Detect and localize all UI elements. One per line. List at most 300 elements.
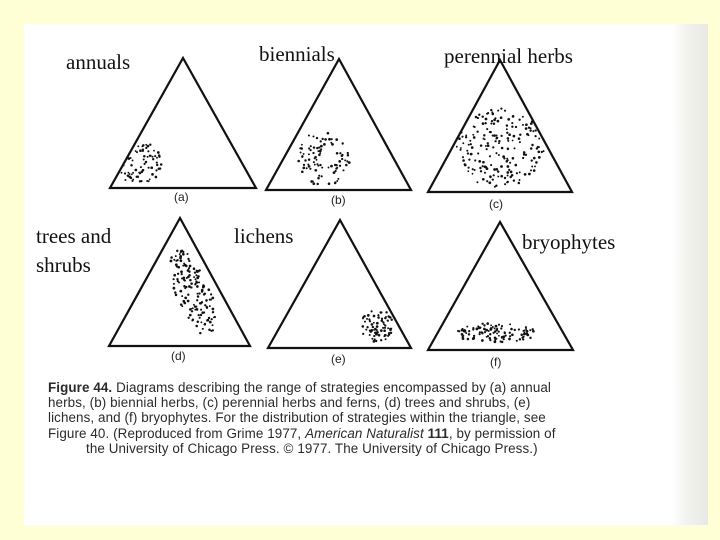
caption-line-4a: Figure 40. (Reproduced from Grime 1977, xyxy=(48,425,306,441)
dot-c xyxy=(468,158,470,160)
dot-f xyxy=(503,338,505,340)
dot-c xyxy=(507,181,509,183)
dot-e xyxy=(362,317,364,319)
dot-e xyxy=(385,316,387,318)
dot-d xyxy=(189,314,192,317)
dot-d xyxy=(173,259,175,261)
dot-a xyxy=(156,157,158,159)
dot-c xyxy=(493,174,495,176)
dot-a xyxy=(152,158,154,160)
dot-c xyxy=(518,182,521,185)
dot-d xyxy=(203,311,205,313)
dot-f xyxy=(521,337,523,339)
dot-e xyxy=(382,327,384,329)
dot-c xyxy=(498,142,500,144)
dot-d xyxy=(211,297,214,300)
dot-e xyxy=(383,323,385,325)
dot-c xyxy=(519,134,521,136)
dot-c xyxy=(525,127,528,130)
dot-b xyxy=(320,140,322,142)
dot-f xyxy=(529,337,531,339)
dot-c xyxy=(524,173,527,176)
dot-d xyxy=(183,279,185,281)
dot-f xyxy=(511,333,514,336)
dot-c xyxy=(516,172,518,174)
dot-d xyxy=(187,294,189,296)
dot-b xyxy=(339,165,341,167)
dot-e xyxy=(373,322,375,324)
dot-d xyxy=(175,294,178,297)
dot-d xyxy=(201,289,204,292)
dot-f xyxy=(466,326,468,328)
dot-e xyxy=(387,335,389,337)
dot-f xyxy=(510,328,513,331)
dot-a xyxy=(135,169,137,171)
dot-a xyxy=(124,172,126,174)
dot-a xyxy=(127,172,129,174)
dot-c xyxy=(467,170,469,172)
dot-f xyxy=(509,332,511,334)
dot-f xyxy=(485,329,487,331)
dot-d xyxy=(200,321,202,323)
dot-b xyxy=(308,158,311,161)
dot-c xyxy=(476,131,478,133)
dot-c xyxy=(507,175,509,177)
dot-e xyxy=(382,321,384,323)
dot-d xyxy=(180,259,183,262)
dot-e xyxy=(369,330,372,333)
dot-d xyxy=(198,281,200,283)
dot-a xyxy=(132,172,134,174)
dot-d xyxy=(207,288,210,291)
dot-b xyxy=(322,138,324,140)
dot-c xyxy=(511,122,513,124)
dot-d xyxy=(188,271,190,273)
dot-b xyxy=(300,152,302,154)
dot-b xyxy=(341,158,343,160)
dot-f xyxy=(500,327,502,329)
dot-f xyxy=(509,323,511,325)
dot-c xyxy=(538,156,541,159)
dot-b xyxy=(308,153,310,155)
caption-line-3: lichens, and (f) bryophytes. For the distribution of strategies within the triangle, see xyxy=(48,410,546,426)
caption-volume: 111 xyxy=(427,425,449,441)
dot-e xyxy=(378,334,381,337)
dot-f xyxy=(520,334,523,337)
dot-d xyxy=(206,306,208,308)
dot-e xyxy=(361,325,364,328)
dot-c xyxy=(489,131,491,133)
dot-d xyxy=(181,277,183,279)
dot-c xyxy=(462,142,464,144)
dot-b xyxy=(312,152,314,154)
dot-c xyxy=(482,116,484,118)
dot-d xyxy=(210,293,212,295)
dot-f xyxy=(532,328,534,330)
dot-a xyxy=(145,147,147,149)
dot-c xyxy=(474,159,476,161)
dot-c xyxy=(500,135,502,137)
dot-f xyxy=(489,328,492,331)
dot-f xyxy=(526,330,529,333)
dot-f xyxy=(472,328,474,330)
dot-c xyxy=(486,180,488,182)
dot-d xyxy=(202,328,204,330)
dot-d xyxy=(199,332,201,334)
caption-journal: American Naturalist xyxy=(305,425,424,441)
dot-c xyxy=(459,149,461,151)
dot-f xyxy=(467,338,470,341)
dot-c xyxy=(511,126,513,128)
label-biennials: biennials xyxy=(259,42,335,66)
dot-d xyxy=(197,275,200,278)
dot-b xyxy=(335,138,338,141)
dot-f xyxy=(461,329,463,331)
dot-e xyxy=(390,319,392,321)
dot-c xyxy=(470,143,472,145)
dot-d xyxy=(184,287,186,289)
dot-d xyxy=(170,256,173,259)
dot-e xyxy=(387,315,389,317)
dot-b xyxy=(317,165,319,167)
dot-e xyxy=(390,332,392,334)
dot-a xyxy=(157,151,160,154)
dot-e xyxy=(383,329,386,332)
dot-b xyxy=(306,167,308,169)
dot-b xyxy=(342,142,344,144)
dot-c xyxy=(486,128,488,130)
dot-b xyxy=(328,167,330,169)
dot-c xyxy=(528,134,530,136)
dot-b xyxy=(314,169,317,172)
dot-c xyxy=(487,112,489,114)
dot-c xyxy=(506,128,508,130)
dot-b xyxy=(313,146,315,148)
dot-c xyxy=(522,157,524,159)
dot-c xyxy=(503,157,505,159)
dot-c xyxy=(485,118,488,121)
dot-c xyxy=(498,140,500,142)
dot-d xyxy=(188,317,190,319)
dot-d xyxy=(197,293,199,295)
dot-d xyxy=(175,263,178,266)
dot-b xyxy=(328,138,331,141)
dot-d xyxy=(173,278,175,280)
dot-b xyxy=(301,144,303,146)
dot-c xyxy=(484,138,486,140)
dot-a xyxy=(159,167,161,169)
triangle-b xyxy=(266,59,411,190)
dot-d xyxy=(179,257,182,260)
dot-c xyxy=(490,164,492,166)
dot-d xyxy=(193,276,195,278)
dot-d xyxy=(196,285,199,288)
dot-d xyxy=(195,325,198,328)
dot-c xyxy=(515,126,517,128)
dot-e xyxy=(366,326,368,328)
dot-e xyxy=(369,334,371,336)
dot-c xyxy=(512,115,515,118)
dot-b xyxy=(304,159,306,161)
dot-c xyxy=(467,152,469,154)
dot-c xyxy=(541,151,543,153)
dot-c xyxy=(519,171,521,173)
dot-d xyxy=(198,292,200,294)
dot-c xyxy=(514,147,516,149)
dot-c xyxy=(506,160,509,163)
dot-c xyxy=(480,144,483,147)
dot-b xyxy=(316,147,318,149)
dot-b xyxy=(331,138,333,140)
dot-d xyxy=(210,330,212,332)
dot-c xyxy=(470,153,473,156)
dot-d xyxy=(197,321,200,324)
dot-e xyxy=(374,338,376,340)
dot-f xyxy=(484,331,486,333)
dot-c xyxy=(538,138,540,140)
dot-c xyxy=(475,116,478,119)
dot-a xyxy=(139,149,142,152)
dot-c xyxy=(482,161,485,164)
dot-d xyxy=(206,319,209,322)
dot-f xyxy=(498,335,500,337)
dot-f xyxy=(516,340,518,342)
dot-f xyxy=(481,323,483,325)
dot-e xyxy=(387,319,389,321)
dot-a xyxy=(140,166,142,168)
dot-e xyxy=(385,338,387,340)
dot-d xyxy=(190,286,192,288)
dot-a xyxy=(142,150,144,152)
dot-c xyxy=(506,158,508,160)
caption-line-4b: , by permission of xyxy=(448,425,556,441)
dot-d xyxy=(194,283,196,285)
dot-c xyxy=(506,132,508,134)
dot-c xyxy=(534,165,536,167)
dot-c xyxy=(532,130,534,132)
dot-b xyxy=(312,135,314,137)
dot-a xyxy=(147,156,149,158)
dot-c xyxy=(472,168,474,170)
dot-c xyxy=(491,111,493,113)
dot-d xyxy=(182,253,185,256)
dot-b xyxy=(321,167,323,169)
dot-e xyxy=(380,311,382,313)
dot-c xyxy=(533,169,536,172)
dot-c xyxy=(535,129,537,131)
dot-e xyxy=(380,329,383,332)
dot-b xyxy=(335,170,337,172)
dot-f xyxy=(478,333,480,335)
dot-d xyxy=(179,253,181,255)
dot-f xyxy=(487,335,489,337)
dot-c xyxy=(490,109,492,111)
dot-c xyxy=(465,136,467,138)
dot-d xyxy=(208,317,210,319)
dot-d xyxy=(199,317,201,319)
dot-f xyxy=(504,331,506,333)
dot-f xyxy=(489,339,491,341)
dot-d xyxy=(209,305,211,307)
dot-c xyxy=(487,144,490,147)
dot-d xyxy=(180,290,183,293)
dot-f xyxy=(494,327,496,329)
dot-a xyxy=(145,161,147,163)
dot-f xyxy=(514,329,516,331)
dot-d xyxy=(182,300,185,303)
dot-d xyxy=(198,314,200,316)
dot-e xyxy=(375,333,378,336)
dot-e xyxy=(377,314,379,316)
dot-c xyxy=(530,169,532,171)
dot-b xyxy=(347,152,349,154)
dot-a xyxy=(142,144,145,147)
dot-c xyxy=(478,114,480,116)
dot-d xyxy=(176,259,178,261)
dot-c xyxy=(483,134,485,136)
caption-line-5: the University of Chicago Press. © 1977. The University of Chicago Press.) xyxy=(86,440,538,456)
dot-b xyxy=(316,183,318,185)
dot-d xyxy=(190,308,192,310)
dot-f xyxy=(490,324,492,326)
dot-c xyxy=(507,137,510,140)
dot-f xyxy=(481,332,483,334)
dot-f xyxy=(494,337,497,340)
dot-d xyxy=(187,300,190,303)
dot-c xyxy=(488,181,491,184)
dot-f xyxy=(478,326,481,329)
dot-a xyxy=(139,180,141,182)
panel-tag-f: (f) xyxy=(490,355,502,369)
dot-c xyxy=(493,119,496,122)
dot-b xyxy=(308,165,311,168)
dot-c xyxy=(480,170,482,172)
panel-tag-d: (d) xyxy=(171,349,186,363)
dot-d xyxy=(191,310,193,312)
dot-f xyxy=(489,333,491,335)
dot-d xyxy=(170,260,172,262)
dot-e xyxy=(365,329,367,331)
dot-a xyxy=(156,162,158,164)
dot-f xyxy=(458,330,460,332)
dot-d xyxy=(209,321,212,324)
dot-e xyxy=(371,323,374,326)
dot-b xyxy=(336,180,338,182)
dot-c xyxy=(497,170,499,172)
dot-d xyxy=(195,305,197,307)
dot-a xyxy=(150,155,152,157)
dot-c xyxy=(462,159,465,162)
dot-c xyxy=(507,140,509,142)
dot-c xyxy=(497,120,500,123)
dot-e xyxy=(376,325,379,328)
dot-a xyxy=(121,172,123,174)
dot-c xyxy=(472,134,474,136)
dot-c xyxy=(492,135,494,137)
dot-b xyxy=(327,132,330,135)
dot-e xyxy=(383,335,385,337)
dot-d xyxy=(205,299,208,302)
dot-d xyxy=(173,287,176,290)
dot-d xyxy=(200,309,202,311)
dot-f xyxy=(494,339,496,341)
dot-c xyxy=(491,120,493,122)
dot-f xyxy=(525,328,527,330)
dot-d xyxy=(186,277,188,279)
dot-b xyxy=(337,178,339,180)
dot-f xyxy=(479,331,481,333)
dot-c xyxy=(513,135,516,138)
dot-d xyxy=(181,273,183,275)
dot-e xyxy=(372,326,374,328)
dot-c xyxy=(525,154,527,156)
dot-a xyxy=(140,171,143,174)
dot-c xyxy=(484,165,487,168)
dot-f xyxy=(473,335,475,337)
dot-c xyxy=(509,162,511,164)
dot-c xyxy=(494,140,496,142)
dot-c xyxy=(528,127,530,129)
dot-e xyxy=(381,318,383,320)
dot-c xyxy=(531,166,533,168)
dot-f xyxy=(468,333,470,335)
dot-c xyxy=(482,165,484,167)
dot-d xyxy=(174,291,176,293)
dot-f xyxy=(508,338,511,341)
dot-d xyxy=(176,250,178,252)
dot-c xyxy=(528,173,531,176)
dot-f xyxy=(476,327,479,330)
dot-c xyxy=(507,165,510,168)
dot-c xyxy=(519,141,521,143)
dot-c xyxy=(485,145,487,147)
dot-b xyxy=(321,175,323,177)
dot-c xyxy=(514,164,517,167)
dot-a xyxy=(138,172,140,174)
dot-c xyxy=(522,124,524,126)
dot-b xyxy=(341,154,343,156)
dot-f xyxy=(509,335,511,337)
dot-f xyxy=(496,329,499,332)
label-trees-and: trees and xyxy=(36,224,112,248)
dot-a xyxy=(153,150,155,152)
dot-c xyxy=(464,163,466,165)
dot-b xyxy=(348,161,351,164)
dot-b xyxy=(310,145,312,147)
dot-c xyxy=(533,157,536,160)
dot-f xyxy=(486,322,489,325)
dot-d xyxy=(194,309,196,311)
dot-f xyxy=(492,332,494,334)
dot-c xyxy=(519,179,521,181)
dot-d xyxy=(203,293,206,296)
dot-d xyxy=(173,274,176,277)
dot-f xyxy=(488,330,490,332)
dot-b xyxy=(308,147,310,149)
dot-c xyxy=(512,140,514,142)
dot-c xyxy=(518,119,520,121)
dot-b xyxy=(330,165,333,168)
dot-e xyxy=(366,318,368,320)
dot-b xyxy=(347,154,350,157)
dot-e xyxy=(384,327,386,329)
dot-a xyxy=(155,169,157,171)
dot-c xyxy=(489,155,491,157)
dot-a xyxy=(128,157,131,160)
dot-b xyxy=(318,175,320,177)
dot-e xyxy=(371,338,373,340)
dot-d xyxy=(183,285,186,288)
